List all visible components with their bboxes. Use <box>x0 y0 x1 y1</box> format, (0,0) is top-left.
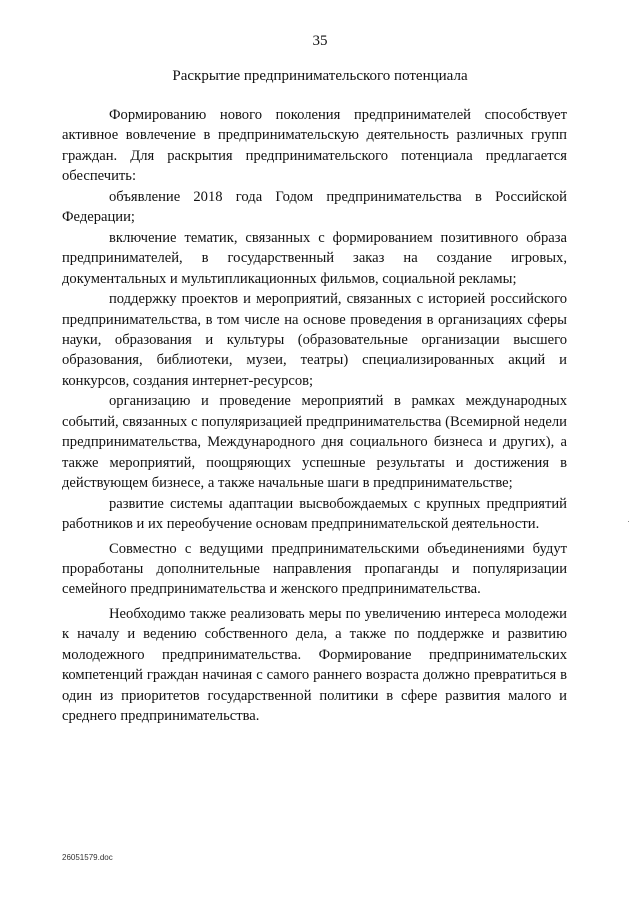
paragraph-intro: Формированию нового поколения предпринимателей способствует активное вовлечение в предпринимательскую деятельность различных групп граждан. Для раскрытия предпринимательского потенциала предлагается обеспечить: <box>62 107 567 185</box>
margin-mark: · <box>627 516 630 526</box>
footer-filename: 26051579.doc <box>62 853 113 862</box>
paragraph-family-female-entrepreneurship: Совместно с ведущими предпринимательскими объединениями будут проработаны дополнительные направления пропаганды и популяризации семейного предпринимательства и женского предпринимательства. <box>62 540 567 598</box>
paragraph-item-worker-adaptation: развитие системы адаптации высвобождаемых с крупных предприятий работников и их переобучение основам предпринимательской деятельности. <box>62 495 567 533</box>
paragraph-youth-entrepreneurship: Необходимо также реализовать меры по увеличению интереса молодежи к началу и ведению собственного дела, а также по поддержке и развитию молодежного предпринимательства. Формирование предпринимательских компетенций граждан начиная с самого раннего возраста должно превратиться в один из приоритетов государственной политики в сфере развития малого и среднего предпринимательства. <box>62 605 567 725</box>
paragraph-item-international-events: организацию и проведение мероприятий в рамках международных событий, связанных с популяризацией предпринимательства (Всемирной недели предпринимательства, Международного дня социального бизнеса и других), а также мероприятий, поощряющих успешные результаты и достижения в действующем бизнесе, а также начальные шаги в предпринимательстве; <box>62 393 567 492</box>
page-number: 35 <box>312 33 328 49</box>
paragraph-item-state-order-films: включение тематик, связанных с формированием позитивного образа предпринимателей, в государственный заказ на создание игровых, документальных и мультипликационных фильмов, социальной рекламы; <box>62 229 567 287</box>
body-text <box>62 97 567 727</box>
paragraph-item-history-projects: поддержку проектов и мероприятий, связанных с историей российского предпринимательства, в том числе на основе проведения в организациях сферы науки, образования и культуры (образовательные организации высшего образования, библиотеки, музеи, театры) специализированных акций и конкурсов, создания интернет-ресурсов; <box>62 291 567 389</box>
paragraph-item-year-of-entrepreneurship: объявление 2018 года Годом предпринимательства в Российской Федерации; <box>62 188 567 226</box>
section-title: Раскрытие предпринимательского потенциала <box>172 68 468 84</box>
